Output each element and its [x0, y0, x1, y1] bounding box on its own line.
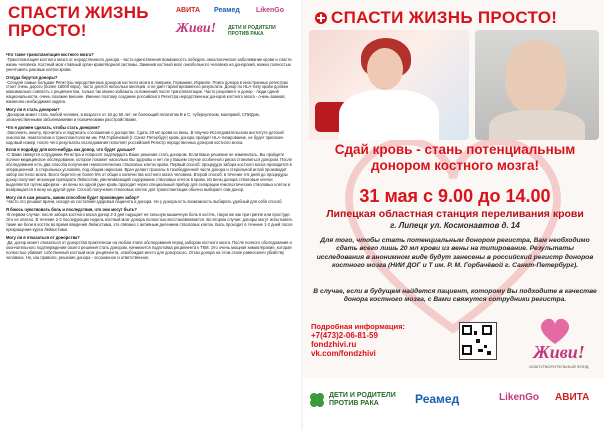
event-place: Липецкая областная станция переливания крови [326, 208, 584, 220]
faq-answer: -Донором может стать любой человек, в возрасте от 18 до 55 лет, не болеющий гепатитом В и С, туберкулезом, малярией, СПИДом, злокачественными заболеваниями и психическими расстройствами. [6, 111, 260, 122]
faq-question: Что я должен сделать, чтобы стать донором? [6, 124, 100, 130]
right-page-title: СПАСТИ ЖИЗНЬ ПРОСТО! [331, 8, 558, 27]
likengo-bottom-logo: LikenGo [499, 392, 540, 403]
faq-answer: -Трансплантация костного мозга от неродственного донора - часто единственная возможность победить онкологическое заболевание крови и спасти жизнь человека. Костный мозг-главный орган кроветворной системы. Заменив костный мозг онкобольного человека на донорский, можно полностью уничтожить раковые клетки крови. [6, 56, 292, 72]
faq-answer: -С Вами свяжутся сотрудники Регистра и попросят подтвердить Ваше решение стать донором. Если Ваше решение не изменилось, Вы пройдете полное медицинское обследование, которое покажет насколько Вы здоровы и нет ли у Вашем случае особенного риска становиться донором. После обследования есть два способа получения гемопоэтических стволовых клеток крови. Первый способ: процедура забора костного мозга проводится в операционной, в стерильных условиях, под общим наркозом. Врач делает проколы в тазобедренной части донора и стерильной иглой производит забор костного мозга. Всего берется не более 5% от общего количества костного мозга человека. Второй способ: в течение 4-5 дней до процедуры донор получает инъекции препарата Лейкостим, увеличивающий содержание стволовых клеток в крови. Из вены донора стволовые клетки выделяются путем афереза - из вены на одной руке кровь проходит через специальный прибор для сепарации гемопоэтических стволовых клеток и возвращается в вену на другой руке. Способ получения стволовых клеток для трансплантации обычно выбирает сам донор. [6, 152, 293, 192]
child-photo [475, 30, 599, 140]
event-date: 31 мая с 9.00 до 14.00 [359, 186, 551, 206]
reamed-bottom-logo: Реамед [415, 392, 460, 406]
donor-photo [309, 30, 469, 140]
left-page [0, 0, 301, 430]
faq-question: Если я подойду для кого-нибудь как донор, что будет дальше? [6, 147, 136, 153]
faq-question: Что такое трансплантация костного мозга? [6, 52, 94, 57]
avita-logo: АВИТА [176, 7, 201, 14]
contacts [311, 322, 461, 358]
faq-question: Я боюсь чувствовать боль и последствия, что они могут быть? [6, 207, 137, 213]
top-logos [176, 5, 298, 51]
left-page-title: СПАСТИ ЖИЗНЬ ПРОСТО! [8, 3, 149, 40]
contact-phone[interactable]: +7(473)2-06-81-59 [311, 331, 378, 340]
faq-text [6, 50, 296, 425]
faq-question: Могу ли я отказаться от донорства? [6, 234, 80, 240]
faq-answer: -Да, донор может отказаться от донорства практически на любом этапе обследования перед забором костного мозга. После полного обследования и окончательного подтверждения своего решения стать донором, начинается подготовка реципиента к ТКМ. Это очень мощная химиотерапия, которая полностью убивает собственный костный мозг реципиента, освобождая место для донорского. Отказ донора на этом этапе равносилен убийству человека. Но, как правило, решение донора - осознанное и ответственное. [6, 239, 292, 260]
bottom-logos [303, 378, 604, 430]
zhivi-foundation-logo: Живи! БЛАГОТВОРИТЕЛЬНЫЙ ФОНД [517, 316, 601, 376]
right-page [303, 0, 604, 430]
deti-logo: ДЕТИ И РОДИТЕЛИ ПРОТИВ РАКА [228, 25, 276, 37]
likengo-logo: LikenGo [256, 7, 285, 14]
contact-site-link[interactable]: fondzhivi.ru [311, 340, 357, 349]
avita-bottom-logo: АВИТА [555, 392, 590, 403]
faq-question: Могу ли я сам решать, каким способом будет произведен забор? [6, 194, 140, 200]
info-paragraph-2: В случае, если в будущем найдется пациент, которому Вы подходите в качестве донора костного мозга, с Вами свяжутся сотрудники регистра. [313, 288, 597, 304]
deti-bottom-logo: ДЕТИ И РОДИТЕЛИ ПРОТИВ РАКА [329, 392, 396, 407]
faq-question: Откуда берутся доноры? [6, 74, 58, 80]
plus-icon [315, 12, 327, 24]
event-address: г. Липецк ул. Космонавтов д. 14 [390, 221, 520, 230]
contact-vk-link[interactable]: vk.com/fondzhivi [311, 349, 376, 358]
faq-answer: -В первом случае: после забора костного мозга донор 2-3 дня ощущает не сильную мышечную боль в костях, такую же как при гриппе или простуде. Это не опасно. В течение 2-3 последующих недель костный мозг донора полностью восстанавливается. Во втором случае: доноры могут испытывать такие же боли в костях во время введения Лейкостима, это связано с активным делением стволовых клеток. Боль проходит в течение 1-2 дней после прекращения курса Лейкостима. [6, 212, 293, 232]
faq-answer: -Часто это решают врачи, исходя из состояния здоровья пациента и донора. Но у донора есть возможность выбирать удобный для себя способ. [6, 199, 283, 205]
faq-answer: -Сегодня самые большие Регистры неродственных доноров костного мозга в Америке, Германии, Израиле. Поиск донора в иностранных регистрах стоит очень дорого (более 18000 евро), часто длится несколько месяцев, и не дает гарантированного результата. Донор по HLA-типу крови должен максимально совпасть с реципиентом, только так можно избежать осложнений после трансплантации. Часто реципиент и донор - люди одной национальности, очень похожие внешне. Именно поэтому создание российского Регистра неродственных доноров костного мозга - очень важная, жизненно необходимая задача. [6, 79, 289, 105]
info-paragraph-1: Для того, чтобы стать потенциальным донором регистра, Вам необходимо сдать всего лишь 20 мл крови из вены на типирование. Результаты исследования в анонимном виде будут занесены в российский регистр доноров костного мозга (НИИ ДОГ и Т им. Р. М. Горбачёвой г. Санкт-Петербург). [316, 237, 594, 270]
zhivi-logo: Живи! [176, 21, 217, 36]
faq-question: Могу ли я стать донором? [6, 107, 60, 113]
reamed-logo: Реамед [214, 7, 240, 14]
qr-code-icon [459, 322, 497, 360]
clover-icon [309, 392, 325, 408]
contacts-heading: Подробная информация: [311, 322, 405, 331]
headline: Сдай кровь - стань потенциальным донором костного мозга! [334, 142, 576, 173]
faq-answer: -Заполнить анкету, прочитать и подписать соглашение о донорстве. Сдать 20 мл крови из вены. В Научно-Исследовательском институте детской онкологии, гематологии и трансплантологии им. Р.М.Горбачевой (г. Санкт-Петербург) кровь донора пройдет HLA-типирование, ее будет присвоен кодовый номер, после чего результаты исследования пополнят российский Регистр неродственных доноров костного мозга. [6, 129, 284, 145]
